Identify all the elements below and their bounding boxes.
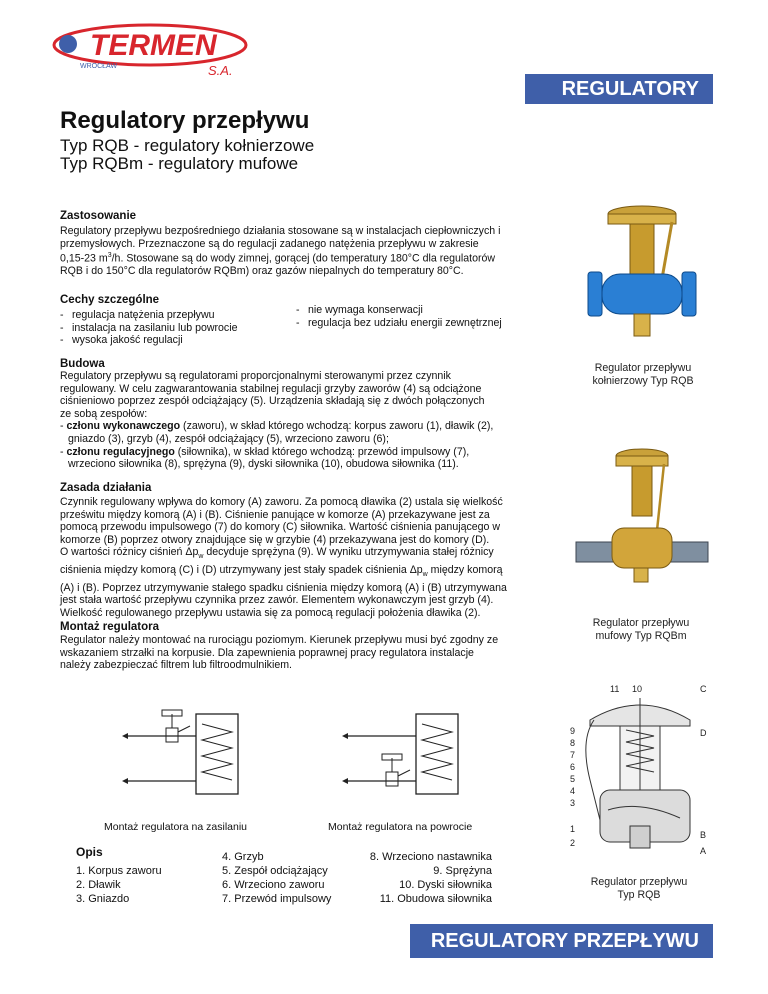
termen-logo bbox=[50, 22, 250, 78]
list-item: - wysoka jakość regulacji bbox=[60, 334, 290, 347]
heading-opis: Opis bbox=[76, 845, 103, 859]
svg-text:A: A bbox=[700, 846, 707, 856]
svg-text:11: 11 bbox=[610, 684, 620, 694]
svg-text:WROCŁAW: WROCŁAW bbox=[80, 63, 118, 70]
list-item: 1. Korpus zaworu bbox=[76, 865, 162, 877]
list-item: 8. Wrzeciono nastawnika bbox=[369, 851, 492, 863]
caption-section: Regulator przepływu Typ RQB bbox=[590, 876, 688, 901]
heading-budowa: Budowa bbox=[60, 358, 105, 370]
svg-text:4: 4 bbox=[570, 786, 576, 796]
budowa-text: Regulatory przepływu są regulatorami proporcjonalnymi sterowanymi przez czynnik regulowany. W celu zagwarantowania stabilnej regulacji grzyby zaworów (4) są odciążone ciśnieniowo poprzez zespół odciążający (5). Urządzenia składają się z dwóch połączonych ze sobą zespołów: - członu wykonawczego (zaworu), w skład którego wchodzą: korpus zaworu (1), dławik (2), gniazdo (3), grzyb (4), zespół odciążający (5), wrzeciono zaworu (6); - członu regulacyjnego (siłownika), w skład którego wchodzą: przewód impulsowy (7), wrzeciono siłownika (8), sprężyna (9), dyski siłownika (10), obudowa siłownika (11). bbox=[60, 370, 494, 471]
subtitle-rqb: Typ RQB - regulatory kołnierzowe bbox=[60, 136, 315, 155]
list-item: - regulacja natężenia przepływu bbox=[60, 309, 290, 322]
photo-regulator-rqbm bbox=[572, 440, 712, 590]
list-item: 2. Dławik bbox=[76, 879, 121, 891]
legend-col3 bbox=[362, 850, 492, 906]
diagram-return-install bbox=[338, 706, 478, 804]
caption-rqbm: Regulator przepływu mufowy Typ RQBm bbox=[592, 617, 690, 642]
list-item: 9. Sprężyna bbox=[433, 865, 492, 877]
footer-banner: REGULATORY PRZEPŁYWU bbox=[410, 924, 713, 958]
heading-zastosowanie: Zastosowanie bbox=[60, 210, 137, 222]
heading-montaz: Montaż regulatora bbox=[60, 621, 160, 633]
list-item: - regulacja bez udziału energii zewnętrznej bbox=[296, 317, 536, 330]
category-banner: REGULATORY bbox=[525, 74, 713, 104]
list-item: 7. Przewód impulsowy bbox=[222, 893, 332, 905]
svg-text:B: B bbox=[700, 830, 707, 840]
caption-return: Montaż regulatora na powrocie bbox=[328, 821, 473, 833]
list-item: 11. Obudowa siłownika bbox=[379, 893, 492, 905]
subtitle-rqbm: Typ RQBm - regulatory mufowe bbox=[60, 154, 299, 173]
heading-cechy: Cechy szczególne bbox=[60, 294, 160, 306]
logo-wordmark: TERMEN bbox=[90, 29, 217, 62]
cechy-list-right bbox=[296, 304, 536, 329]
list-item: 5. Zespół odciążający bbox=[222, 865, 328, 877]
list-item: - nie wymaga konserwacji bbox=[296, 304, 536, 317]
svg-text:1: 1 bbox=[570, 824, 576, 834]
svg-text:10: 10 bbox=[632, 684, 643, 694]
diagram-supply-install bbox=[118, 706, 258, 804]
svg-text:9: 9 bbox=[570, 726, 576, 736]
heading-zasada: Zasada działania bbox=[60, 482, 152, 494]
list-item: 3. Gniazdo bbox=[76, 893, 130, 905]
zastosowanie-text: Regulatory przepływu bezpośredniego działania stosowane są w instalacjach ciepłowniczych i przemysłowych. Przeznaczone są do regulacji zadanego natężenia przepływu w zakresie 0,15-23 $m^3/h$. Stosowane są do wody zimnej, gorącej (do temperatury 180°C dla regulatorów RQB i do 150°C dla regulatorów RQBm) oraz gazów niepalnych do temperatury 80°C. bbox=[60, 225, 501, 278]
svg-text:C: C bbox=[700, 684, 707, 694]
montaz-text: Regulator należy montować na rurociągu poziomym. Kierunek przepływu musi być zgodny ze wskazaniem strzałki na korpusie. Dla zapewnienia poprawnej pracy regulatora instalacje należy zabezpieczać filtrem lub filtroodmulnikiem. bbox=[60, 634, 499, 672]
svg-text:S.A.: S.A. bbox=[208, 63, 233, 78]
svg-text:7: 7 bbox=[570, 750, 576, 760]
svg-text:5: 5 bbox=[570, 774, 576, 784]
list-item: 6. Wrzeciono zaworu bbox=[222, 879, 325, 891]
list-item: 10. Dyski siłownika bbox=[399, 879, 492, 891]
cechy-list-left bbox=[60, 309, 290, 347]
caption-supply: Montaż regulatora na zasilaniu bbox=[104, 821, 248, 833]
legend-col1 bbox=[76, 864, 162, 906]
svg-text:D: D bbox=[700, 728, 707, 738]
svg-text:2: 2 bbox=[570, 838, 576, 848]
sectional-drawing-rqb bbox=[560, 680, 720, 860]
photo-regulator-rqb bbox=[580, 200, 706, 350]
svg-text:8: 8 bbox=[570, 738, 576, 748]
legend-col2 bbox=[222, 850, 331, 906]
logo-emblem-icon bbox=[59, 35, 77, 53]
svg-text:3: 3 bbox=[570, 798, 576, 808]
svg-text:6: 6 bbox=[570, 762, 576, 772]
list-item: - instalacja na zasilaniu lub powrocie bbox=[60, 322, 290, 335]
page-title: Regulatory przepływu bbox=[60, 107, 310, 134]
zasada-text: Czynnik regulowany wpływa do komory (A) zaworu. Za pomocą dławika (2) ustala się wielkość prześwitu między komorą (A) i (B). Ciśnienie panujące w komorze (A) przekazywane jest za pomocą przewodu impulsowego (7) do komory (C) siłownika. Wartość ciśnienia panującego w komorze (B) poprzez otwory znajdujące się w grzybie (4) przekazywana jest do komory (D). O wartości różnicy ciśnień $\Delta p_w$ decyduje sprężyna (9). W wyniku utrzymywania stałej różnicy ciśnienia między komorą (C) i (D) utrzymywany jest stały spadek ciśnienia $\Delta p_w$ między komorą (A) i (B). Poprzez utrzymywanie stałego spadku ciśnienia między komorą (A) i (B) utrzymywana jest stała wartość przepływu czynnika przez zawór. Elementem wykonawczym jest grzyb (4). Wielkość regulowanego przepływu ustawia się za pomocą regulacji położenia dławika (2). bbox=[60, 496, 507, 619]
list-item: 4. Grzyb bbox=[222, 851, 264, 863]
caption-rqb: Regulator przepływu kołnierzowy Typ RQB bbox=[592, 362, 694, 387]
